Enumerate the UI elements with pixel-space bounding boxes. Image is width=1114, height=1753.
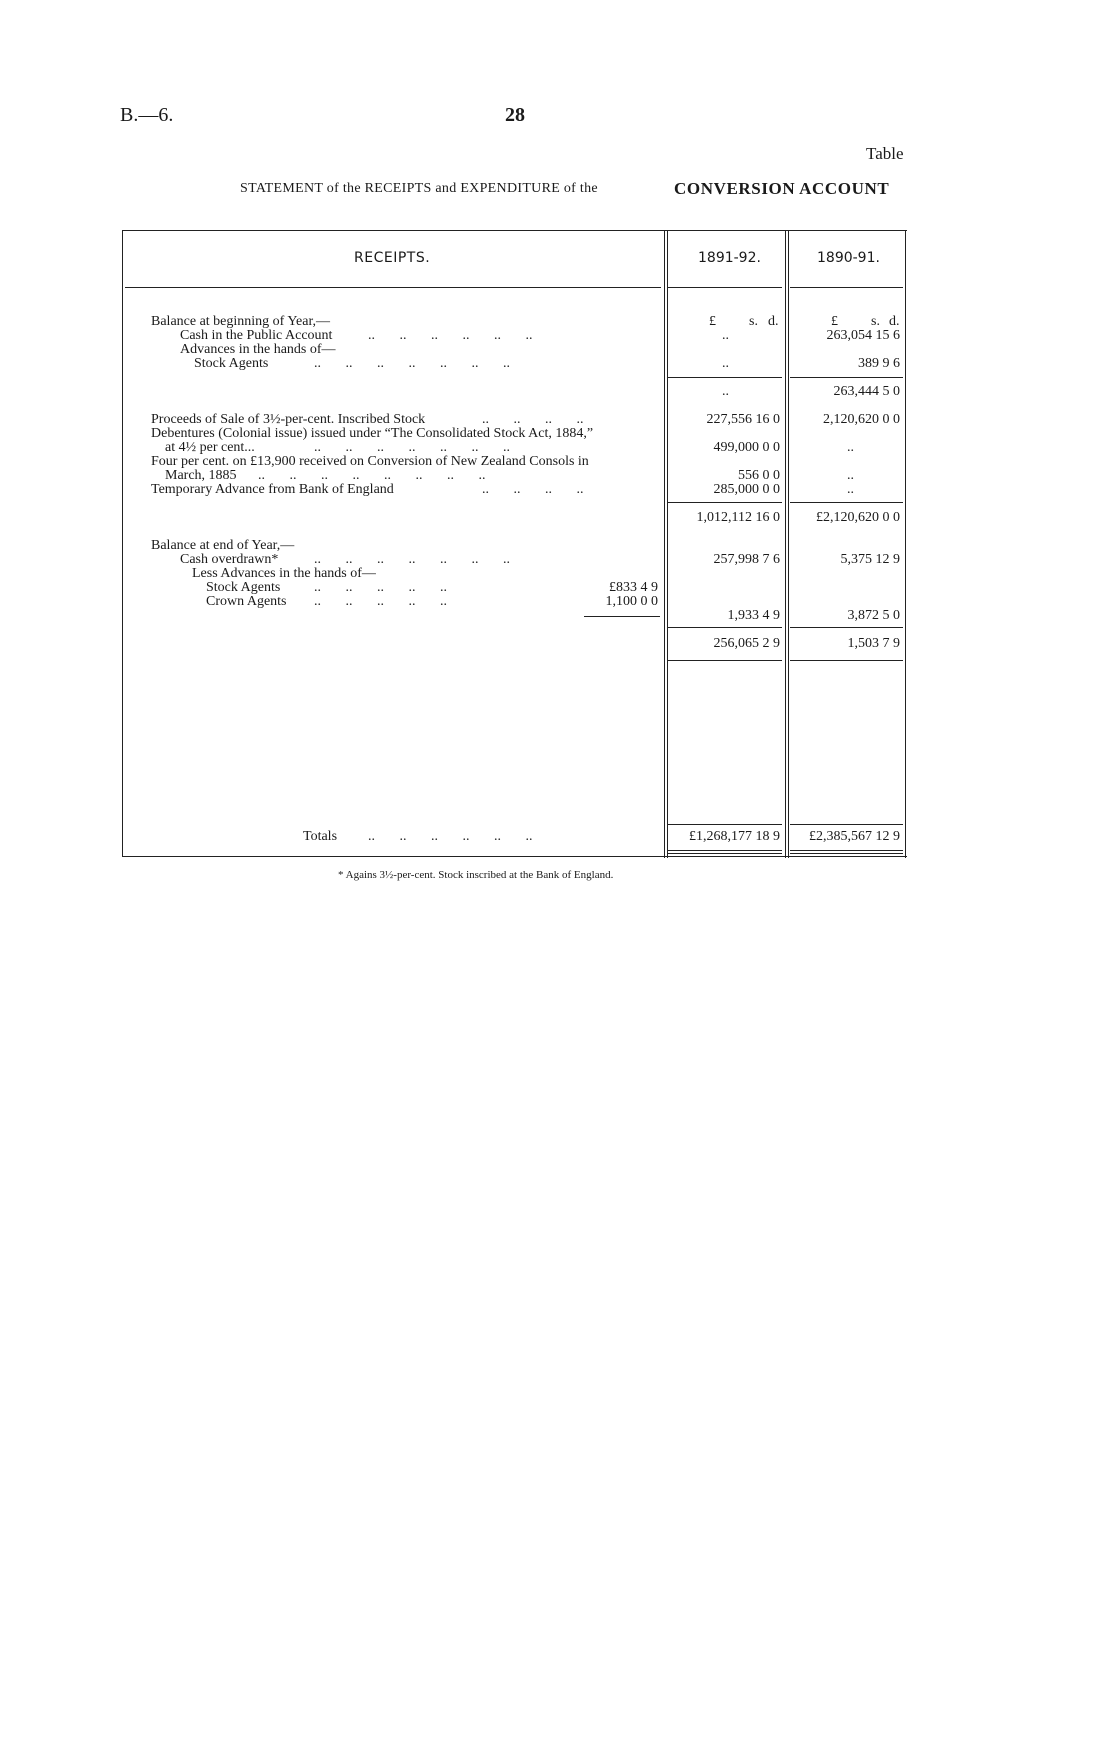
- four-percent-label-cont: March, 1885: [165, 468, 237, 483]
- temporary-advance-1890: ..: [847, 482, 854, 497]
- opening-subtotal-1890: 263,444 5 0: [833, 384, 900, 399]
- cash-overdrawn-1891: 257,998 7 6: [713, 552, 780, 567]
- four-percent-1891: 556 0 0: [738, 468, 780, 483]
- proceeds-1891: 227,556 16 0: [706, 412, 780, 427]
- opening-heading: Balance at beginning of Year,—: [151, 314, 331, 329]
- leader-dots: .. .. .. .. .. .. ..: [314, 552, 510, 567]
- temporary-advance-label: Temporary Advance from Bank of England: [151, 482, 394, 497]
- debentures-label-cont: at 4½ per cent...: [165, 440, 255, 455]
- leader-dots: .. .. .. .. .. ..: [368, 328, 533, 343]
- cash-public-1891: ..: [722, 328, 729, 343]
- leader-dots: .. .. .. .. ..: [314, 594, 447, 609]
- stock-agents-1891: ..: [722, 356, 729, 371]
- receipts-header: RECEIPTS.: [354, 250, 431, 266]
- advances-1891: 1,933 4 9: [727, 608, 780, 623]
- debentures-1890: ..: [847, 440, 854, 455]
- closing-net-1890: 1,503 7 9: [847, 636, 900, 651]
- stock-agents-1890: 389 9 6: [858, 356, 900, 371]
- leader-dots: .. .. .. .. .. ..: [368, 829, 533, 844]
- cash-public-account-label: Cash in the Public Account: [180, 328, 333, 343]
- pence-unit-1890: d.: [889, 314, 900, 329]
- year-header-1890: 1890-91.: [817, 250, 880, 266]
- temporary-advance-1891: 285,000 0 0: [713, 482, 780, 497]
- four-percent-label: Four per cent. on £13,900 received on Conversion of New Zealand Consols in: [151, 454, 589, 469]
- receipts-subtotal-1891: 1,012,112 16 0: [696, 510, 780, 525]
- proceeds-1890: 2,120,620 0 0: [823, 412, 900, 427]
- advances-label: Advances in the hands of—: [180, 342, 336, 357]
- total-1890: £2,385,567 12 9: [809, 829, 900, 844]
- leader-dots: .. .. .. .. ..: [314, 580, 447, 595]
- year-header-1891: 1891-92.: [698, 250, 761, 266]
- opening-subtotal-1891: ..: [722, 384, 729, 399]
- table-label: Table: [866, 144, 904, 163]
- account-title: CONVERSION ACCOUNT: [674, 179, 890, 198]
- stock-agents-inner-amount: £833 4 9: [609, 580, 658, 595]
- cash-overdrawn-1890: 5,375 12 9: [840, 552, 900, 567]
- leader-dots: .. .. .. .. .. .. ..: [314, 356, 510, 371]
- leader-dots: .. .. .. .. .. .. .. ..: [258, 468, 486, 483]
- closing-heading: Balance at end of Year,—: [151, 538, 295, 553]
- shillings-unit-1891: s.: [749, 314, 758, 329]
- cash-public-1890: 263,054 15 6: [826, 328, 900, 343]
- pounds-unit-1891: £: [709, 314, 716, 329]
- leader-dots: .. .. .. ..: [482, 482, 584, 497]
- advances-1890: 3,872 5 0: [847, 608, 900, 623]
- crown-agents-label: Crown Agents: [206, 594, 287, 609]
- total-1891: £1,268,177 18 9: [689, 829, 780, 844]
- cash-overdrawn-label: Cash overdrawn*: [180, 552, 279, 567]
- debentures-label: Debentures (Colonial issue) issued under “The Consolidated Stock Act, 1884,”: [151, 426, 594, 441]
- proceeds-label: Proceeds of Sale of 3½-per-cent. Inscribed Stock: [151, 412, 426, 427]
- pence-unit-1891: d.: [768, 314, 779, 329]
- leader-dots: .. .. .. ..: [482, 412, 584, 427]
- footnote: * Agains 3½-per-cent. Stock inscribed at the Bank of England.: [338, 869, 614, 881]
- less-advances-label: Less Advances in the hands of—: [192, 566, 376, 581]
- shillings-unit-1890: s.: [871, 314, 880, 329]
- page-reference: B.—6.: [120, 104, 174, 126]
- closing-net-1891: 256,065 2 9: [713, 636, 780, 651]
- debentures-1891: 499,000 0 0: [713, 440, 780, 455]
- receipts-subtotal-1890: £2,120,620 0 0: [816, 510, 900, 525]
- crown-agents-inner-amount: 1,100 0 0: [605, 594, 658, 609]
- pounds-unit-1890: £: [831, 314, 838, 329]
- four-percent-1890: ..: [847, 468, 854, 483]
- page-number: 28: [505, 104, 525, 126]
- stock-agents-label: Stock Agents: [194, 356, 269, 371]
- statement-title: STATEMENT of the RECEIPTS and EXPENDITURE of the: [240, 181, 598, 196]
- closing-stock-agents-label: Stock Agents: [206, 580, 281, 595]
- leader-dots: .. .. .. .. .. .. ..: [314, 440, 510, 455]
- totals-label: Totals: [303, 829, 338, 844]
